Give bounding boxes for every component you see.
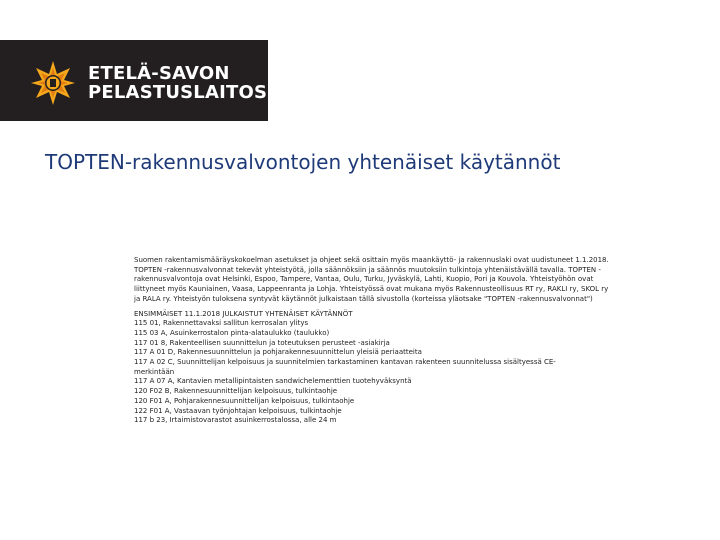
list-item: 115 03 A, Asuinkerrostalon pinta-alataulukko (taulukko) <box>134 328 330 337</box>
rescue-star-emblem-icon <box>30 60 76 106</box>
list-item: 115 01, Rakennettavaksi sallitun kerrosalan ylitys <box>134 319 309 328</box>
list-item: 117 A 02 C, Suunnittelijan kelpoisuus ja suunnitelmien tarkastaminen kantavan rakenteen suunnitelussa sisältyessä CE-merkintään <box>134 358 556 376</box>
list-heading: ENSIMMÄISET 11.1.2018 JULKAISTUT YHTENÄISET KÄYTÄNNÖT <box>134 309 353 318</box>
logo-line-1: ETELÄ-SAVON <box>88 63 230 84</box>
page-title: TOPTEN-rakennusvalvontojen yhtenäiset käytännöt <box>45 150 561 174</box>
list-item: 120 F02 B, Rakennesuunnittelijan kelpoisuus, tulkintaohje <box>134 387 338 396</box>
list-item: 120 F01 A, Pohjarakennesuunnittelijan kelpoisuus, tulkintaohje <box>134 396 355 405</box>
logo-wordmark <box>88 64 267 102</box>
intro-paragraph: Suomen rakentamismääräyskokoelman asetukset ja ohjeet sekä osittain myös maankäyttö- ja rakennuslaki ovat uudistuneet 1.1.2018. TOPTEN -rakennusvalvonnat tekevät yhteistyötä, jolla säännöksiin ja säännös muutoksiin tulkintoja yhtenäistävällä tavalla. TOPTEN -rakennusvalvontoja ovat Helsinki, Espoo, Tampere, Vantaa, Oulu, Turku, Jyväskylä, Lahti, Kuopio, Pori ja Kouvola. Yhteistyöhön ovat liittyneet myös Kauniainen, Vaasa, Lappeenranta ja Lohja. Yhteistyössä ovat mukana myös Rakennusteollisuus RT ry, RAKLI ry, SKOL ry ja RALA ry. Yhteistyön tuloksena syntyvät käytännöt julkaistaan tällä sivustolla (korteissa yläotsake "TOPTEN -rakennusvalvonnat") <box>134 256 609 303</box>
list-item: 117 A 01 D, Rakennesuunnittelun ja pohjarakennesuunnittelun yleisiä periaatteita <box>134 348 422 357</box>
list-item: 117 b 23, Irtaimistovarastot asuinkerrostalossa, alle 24 m <box>134 416 337 425</box>
list-item: 122 F01 A, Vastaavan työnjohtajan kelpoisuus, tulkintaohje <box>134 406 342 415</box>
practices-list <box>134 319 614 426</box>
body-text <box>134 256 614 426</box>
list-item: 117 A 07 A, Kantavien metallipintaisten sandwichelementtien tuotehyväksyntä <box>134 377 412 386</box>
list-item: 117 01 8, Rakenteellisen suunnittelun ja toteutuksen perusteet -asiakirja <box>134 338 390 347</box>
logo-line-2: PELASTUSLAITOS <box>88 82 268 103</box>
